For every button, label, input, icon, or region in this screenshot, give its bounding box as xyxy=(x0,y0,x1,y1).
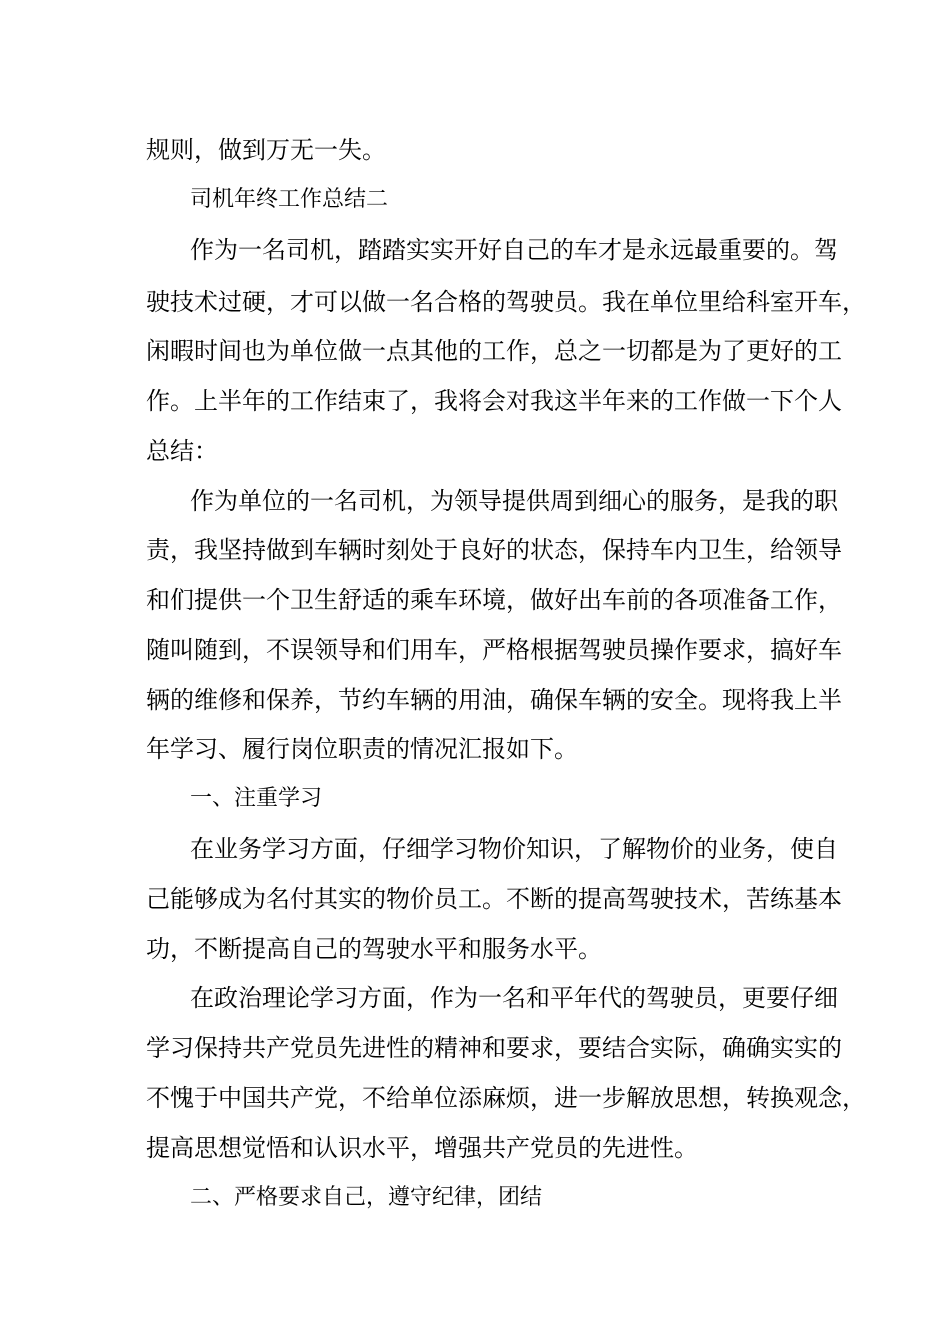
text-line: 在业务学习方面，仔细学习物价知识，了解物价的业务，使自 xyxy=(190,835,838,863)
text-line: 提高思想觉悟和认识水平，增强共产党员的先进性。 xyxy=(146,1134,698,1162)
text-line: 在政治理论学习方面，作为一名和平年代的驾驶员，更要仔细 xyxy=(190,984,838,1012)
text-line: 随叫随到，不误领导和们用车，严格根据驾驶员操作要求，搞好车 xyxy=(146,636,842,664)
text-line: 辆的维修和保养，节约车辆的用油，确保车辆的安全。现将我上半 xyxy=(146,686,842,714)
text-line: 规则，做到万无一失。 xyxy=(146,136,386,164)
section-heading: 一、注重学习 xyxy=(190,786,323,811)
text-line: 总结： xyxy=(146,437,218,465)
text-line: 和们提供一个卫生舒适的乘车环境，做好出车前的各项准备工作， xyxy=(146,586,842,614)
text-line: 闲暇时间也为单位做一点其他的工作，总之一切都是为了更好的工 xyxy=(146,337,842,365)
text-line: 不愧于中国共产党，不给单位添麻烦，进一步解放思想，转换观念， xyxy=(146,1084,866,1112)
text-line: 作为一名司机，踏踏实实开好自己的车才是永远最重要的。驾 xyxy=(190,236,838,264)
section-heading: 二、严格要求自己，遵守纪律，团结 xyxy=(190,1185,543,1210)
section-title: 司机年终工作总结二 xyxy=(190,187,389,212)
text-line: 学习保持共产党员先进性的精神和要求，要结合实际，确确实实的 xyxy=(146,1034,842,1062)
text-line: 责，我坚持做到车辆时刻处于良好的状态，保持车内卫生，给领导 xyxy=(146,536,842,564)
text-line: 作为单位的一名司机，为领导提供周到细心的服务，是我的职 xyxy=(190,487,838,515)
text-line: 功，不断提高自己的驾驶水平和服务水平。 xyxy=(146,935,602,963)
text-line: 年学习、履行岗位职责的情况汇报如下。 xyxy=(146,735,578,763)
text-line: 作。上半年的工作结束了，我将会对我这半年来的工作做一下个人 xyxy=(146,387,842,415)
text-line: 驶技术过硬，才可以做一名合格的驾驶员。我在单位里给科室开车， xyxy=(146,288,866,316)
text-line: 己能够成为名付其实的物价员工。不断的提高驾驶技术，苦练基本 xyxy=(146,885,842,913)
